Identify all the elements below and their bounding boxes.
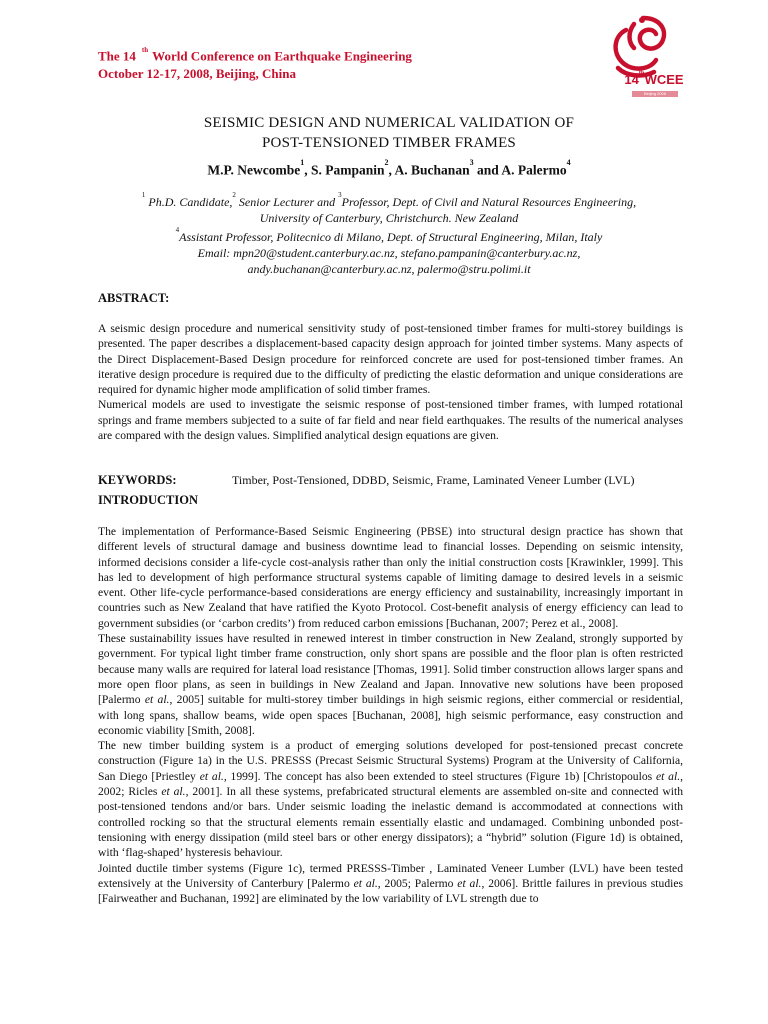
conference-line-1: The 14 $^{th}$ World Conference on Earthquake Engineering (98, 46, 412, 64)
introduction-heading: INTRODUCTION (98, 493, 199, 507)
title-line-1: SEISMIC DESIGN AND NUMERICAL VALIDATION OF (203, 115, 575, 131)
intro-paragraph-2: These sustainability issues have resulted in renewed interest in timber construction in New Zealand, strongly supported by government. For typical light timber frame construction, only short spans are possible and the floor plan is often restricted because many walls are required for lateral load resistance [Thomas, 1991]. Solid timber construction allows larger spans and more open floor plans, as seen in buildings in New Zealand and Japan. Innovative new solutions have been proposed [Palermo et al., 2005] suitable for multi-storey timber buildings in high seismic regions, either commercial or residential, with long spans, shallow beams, wide open spaces [Buchanan, 2008], high seismic performance, easy construction and economic viability [Smith, 2008]. (98, 632, 683, 737)
abstract-body (98, 321, 683, 443)
abstract-paragraph-1: A seismic design procedure and numerical sensitivity study of post-tensioned timber frames for multi-storey buildings is presented. The paper describes a displacement-based capacity design approach for jointed timber systems. Many aspects of the Direct Displacement-Based Design procedure for reinforced concrete are used for post-tensioned timber frames. An iterative design procedure is required due to the difficulty of predicting the elastic deformation and unique considerations are required for dynamic higher mode amplification of solid timber frames. (98, 322, 683, 397)
author-name: M.P. Newcombe (207, 162, 301, 178)
abstract-paragraph-2: Numerical models are used to investigate the seismic response of post-tensioned timber frames, with lumped rotational springs and frame members subjected to a suite of far field and near field earthquakes. The results of the numerical analyses are compared with the design values. Simplified analytical design equations are given. (98, 398, 683, 443)
affiliation-line-1: $^1$ Ph.D. Candidate,$^2$ Senior Lecturer and $^3$Professor, Dept. of Civil and Natural Resources Engineering, (141, 191, 637, 209)
title-line-2: POST-TENSIONED TIMBER FRAMES (262, 135, 516, 151)
introduction-body (98, 524, 683, 906)
email-line-1: Email: mpn20@student.canterbury.ac.nz, stefano.pampanin@canterbury.ac.nz, (197, 246, 581, 260)
conference-line-2: October 12-17, 2008, Beijing, China (98, 66, 297, 82)
affiliation-line-3: $^4$Assistant Professor, Politecnico di Milano, Dept. of Structural Engineering, Milan, Italy (175, 226, 603, 244)
keywords-row (98, 473, 683, 488)
paper-title (98, 113, 680, 153)
author-name: S. Pampanin (311, 162, 385, 178)
abstract-heading: ABSTRACT: (98, 291, 170, 305)
wcee-logo-band: Beijing 2008 (632, 91, 678, 97)
author-list: M.P. Newcombe$^1$, S. Pampanin$^2$, A. Buchanan$^3$ and A. Palermo$^4$ (207, 158, 571, 178)
intro-paragraph-3: The new timber building system is a product of emerging solutions developed for post-tensioned precast concrete construction (Figure 1a) in the U.S. PRESSS (Precast Seismic Structural Systems) Program at the University of California, San Diego [Priestley et al., 1999]. The concept has also been extended to steel structures (Figure 1b) [Christopoulos et al., 2002; Ricles et al., 2001]. In all these systems, prefabricated structural elements are assembled on-site and connected with post-tensioned tendons and/or bars. Under seismic loading the inelastic demand is accommodated at connections with controlled rocking so that the structural elements remain essentially elastic and undamaged. Combining unbonded post-tensioning with energy dissipation (mild steel bars or other energy dissipators); a “hybrid” solution (Figure 1d) is obtained, with ‘flag-shaped’ hysteresis behaviour. (98, 739, 683, 860)
affiliations (98, 191, 680, 277)
author-name: A. Palermo (501, 162, 567, 178)
intro-paragraph-1: The implementation of Performance-Based Seismic Engineering (PBSE) into structural design practice has shown that different levels of structural damage and business downtime lead to financial losses. Depending on seismic intensity, informed decisions consider a life-cycle cost-analysis rather than only the initial construction costs [Krawinkler, 1999]. This has led to development of high performance structural systems capable of limiting damage to desired levels in a seismic event. Other life-cycle performance-based considerations are energy efficiency and sustainability, increasingly important in countries such as New Zealand that have ratified the Kyoto Protocol. Cost-benefit analysis of energy efficiency can lead to government subsidies (or ‘carbon credits’) from reduced carbon emissions [Buchanan, 2007; Perez et al., 2008]. (98, 525, 683, 630)
affiliation-line-2: University of Canterbury, Christchurch. New Zealand (259, 211, 519, 225)
keywords-label: KEYWORDS: (98, 473, 177, 487)
author-name: A. Buchanan (394, 162, 470, 178)
intro-paragraph-4: Jointed ductile timber systems (Figure 1c), termed PRESSS-Timber , Laminated Veneer Lumber (LVL) have been tested extensively at the University of Canterbury [Palermo et al., 2005; Palermo et al., 2006]. Brittle failures in previous studies [Fairweather and Buchanan, 1992] are eliminated by the low variability of LVL strength due to (98, 861, 683, 906)
wcee-logo-text: 14thWCEE (624, 70, 684, 87)
keywords-value: Timber, Post-Tensioned, DDBD, Seismic, Frame, Laminated Veneer Lumber (LVL) (232, 473, 635, 487)
ordinal-suffix: th (141, 46, 149, 54)
email-line-2: andy.buchanan@canterbury.ac.nz, palermo@stru.polimi.it (247, 262, 531, 276)
conference-header (98, 44, 412, 83)
